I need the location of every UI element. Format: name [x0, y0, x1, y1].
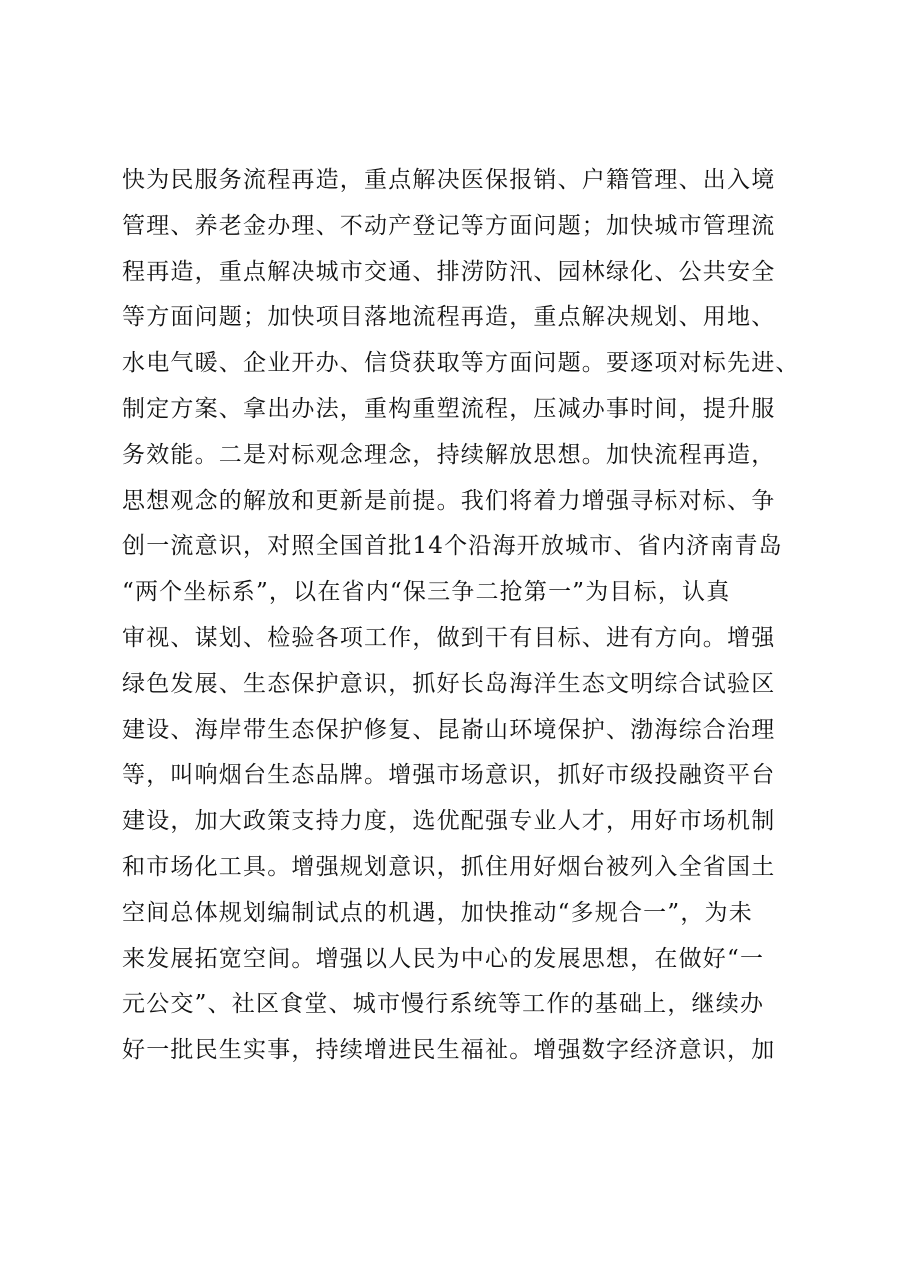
text-line: 元公交”、社区食堂、城市慢行系统等工作的基础上，继续办: [122, 991, 765, 1018]
text-line: 建设、海岸带生态保护修复、昆嵛山环境保护、渤海综合治理: [122, 716, 776, 743]
text-line: 绿色发展、生态保护意识，抓好长岛海洋生态文明综合试验区: [122, 670, 776, 697]
text-line: 审视、谋划、检验各项工作，做到干有目标、进有方向。增强: [122, 624, 776, 651]
text-line: 创一流意识，对照全国首批14个沿海开放城市、省内济南青岛: [122, 533, 783, 560]
text-line: 管理、养老金办理、不动产登记等方面问题；加快城市管理流: [122, 212, 776, 239]
body-text: [122, 158, 812, 1074]
text-line: 建设，加大政策支持力度，选优配强专业人才，用好市场机制: [122, 808, 776, 835]
text-line: 来发展拓宽空间。增强以人民为中心的发展思想，在做好“一: [122, 945, 765, 972]
text-line: 好一批民生实事，持续增进民生福祉。增强数字经济意识，加: [122, 1037, 776, 1064]
text-line: “两个坐标系”，以在省内“保三争二抢第一”为目标，认真: [122, 579, 731, 606]
text-line: 空间总体规划编制试点的机遇，加快推动“多规合一”，为未: [122, 899, 753, 926]
text-line: 水电气暖、企业开办、信贷获取等方面问题。要逐项对标先进、: [122, 350, 800, 377]
text-line: 等，叫响烟台生态品牌。增强市场意识，抓好市级投融资平台: [122, 762, 776, 789]
text-line: 和市场化工具。增强规划意识，抓住用好烟台被列入全省国土: [122, 853, 776, 880]
text-line: 程再造，重点解决城市交通、排涝防汛、园林绿化、公共安全: [122, 258, 776, 285]
text-line: 制定方案、拿出办法，重构重塑流程，压减办事时间，提升服: [122, 395, 776, 422]
text-line: 务效能。二是对标观念理念，持续解放思想。加快流程再造，: [122, 441, 776, 468]
text-line: 等方面问题；加快项目落地流程再造，重点解决规划、用地、: [122, 304, 776, 331]
text-line: 思想观念的解放和更新是前提。我们将着力增强寻标对标、争: [122, 487, 776, 514]
text-line: 快为民服务流程再造，重点解决医保报销、户籍管理、出入境: [122, 167, 776, 193]
